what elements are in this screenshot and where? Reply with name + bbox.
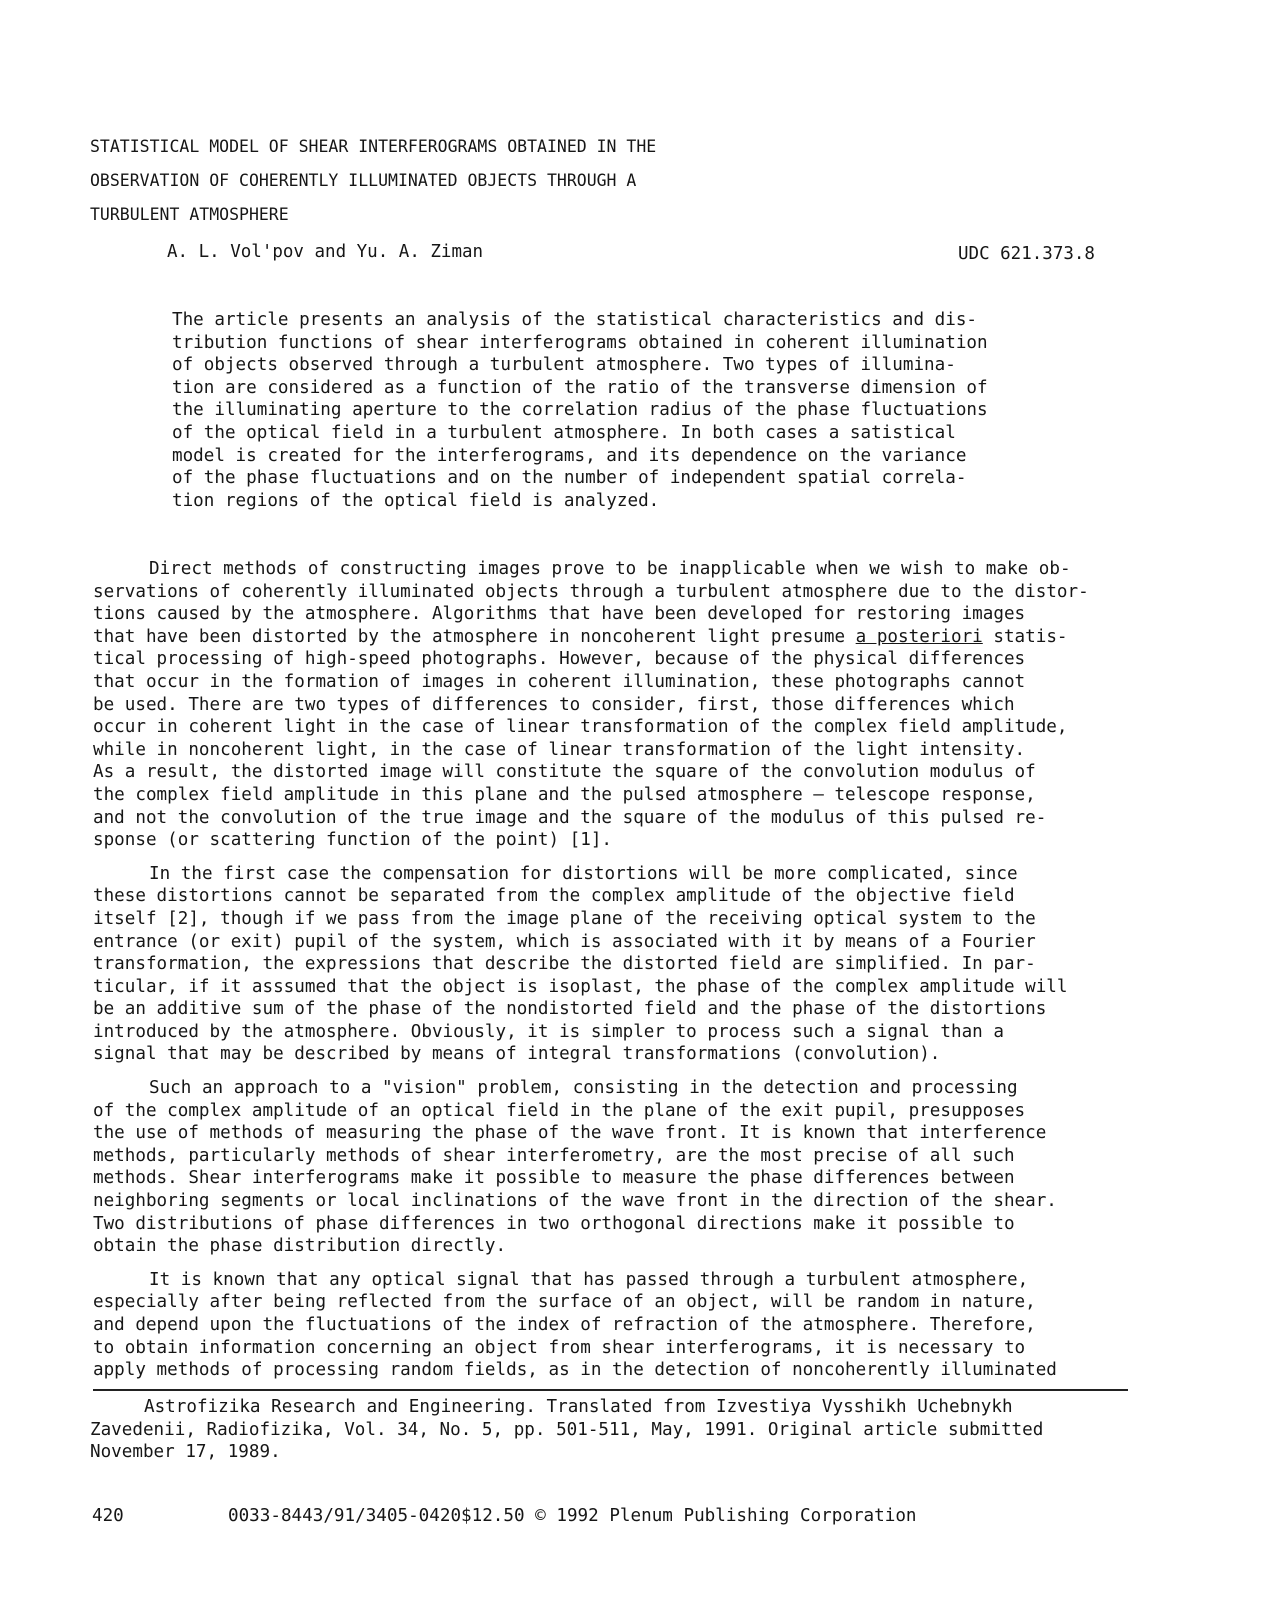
body-line: especially after being reflected from the surface of an object, will be random in nature, [93,1292,1036,1313]
copyright-line: 0033-8443/91/3405-0420$12.50 © 1992 Plenum Publishing Corporation [228,1506,917,1526]
body-line: while in noncoherent light, in the case of linear transformation of the light intensity. [93,739,1026,760]
footnote-line: Zavedenii, Radiofizika, Vol. 34, No. 5, pp. 501-511, May, 1991. Original article submitted [90,1419,1044,1440]
paragraph-2 [93,863,1153,1066]
paragraph-3 [93,1077,1153,1258]
body-line: and depend upon the fluctuations of the index of refraction of the atmosphere. Therefore, [93,1315,1036,1335]
paragraph-4 [93,1269,1153,1382]
body-line: obtain the phase distribution directly. [93,1236,507,1257]
abstract [172,309,1042,512]
body-text [93,558,1153,1393]
abstract-line: tribution functions of shear interferograms obtained in coherent illumination [172,332,988,353]
abstract-line: model is created for the interferograms, and its dependence on the variance [172,445,967,466]
body-line: the use of methods of measuring the phase of the wave front. It is known that interference [93,1123,1047,1144]
title-line: STATISTICAL MODEL OF SHEAR INTERFEROGRAMS OBTAINED IN THE [90,137,657,156]
abstract-line: of the optical field in a turbulent atmosphere. In both cases a satistical [172,422,956,443]
body-line: to obtain information concerning an object from shear interferograms, it is necessary to [93,1337,1026,1358]
abstract-line: the illuminating aperture to the correlation radius of the phase fluctuations [172,400,988,421]
abstract-line: tion regions of the optical field is analyzed. [172,490,660,511]
body-line: sponse (or scattering function of the point) [1]. [93,830,613,851]
body-line: introduced by the atmosphere. Obviously, it is simpler to process such a signal than a [93,1021,1004,1042]
body-line [93,626,1153,649]
body-line: that occur in the formation of images in coherent illumination, these photographs cannot [93,671,1026,692]
abstract-line: of objects observed through a turbulent atmosphere. Two types of illumina- [172,355,956,376]
body-line: occur in coherent light in the case of linear transformation of the complex field amplitude, [93,717,1068,738]
body-line: methods, particularly methods of shear interferometry, are the most precise of all such [93,1145,1015,1166]
abstract-line: of the phase fluctuations and on the number of independent spatial correla- [172,468,967,489]
body-line: and not the convolution of the true image and the square of the modulus of this pulsed re- [93,807,1047,828]
body-line: Two distributions of phase differences in two orthogonal directions make it possible to [93,1213,1015,1234]
footnote [90,1396,1150,1464]
body-line: In the first case the compensation for distortions will be more complicated, since [149,863,1018,884]
a-posteriori-emphasis: a posteriori [855,626,983,647]
paragraph-1 [93,558,1153,852]
body-line: tical processing of high-speed photographs. However, because of the physical differences [93,649,1026,670]
title-line: TURBULENT ATMOSPHERE [90,205,289,224]
body-line: be used. There are two types of differences to consider, first, those differences which [93,694,1015,715]
body-line: As a result, the distorted image will constitute the square of the convolution modulus of [93,762,1036,783]
article-title [90,130,850,232]
body-line: Such an approach to a "vision" problem, consisting in the detection and processing [149,1078,1018,1099]
body-line: ticular, if it asssumed that the object is isoplast, the phase of the complex amplitude will [93,976,1068,997]
body-line: of the complex amplitude of an optical field in the plane of the exit pupil, presupposes [93,1100,1026,1121]
body-line: servations of coherently illuminated objects through a turbulent atmosphere due to the distor- [93,581,1089,602]
footnote-line: November 17, 1989. [90,1442,281,1463]
body-text-span: that have been distorted by the atmosphere in noncoherent light presume [93,626,856,647]
body-line: itself [2], though if we pass from the image plane of the receiving optical system to the [93,908,1036,929]
body-line: methods. Shear interferograms make it possible to measure the phase differences between [93,1168,1015,1189]
body-line: signal that may be described by means of integral transformations (convolution). [93,1044,941,1065]
title-line: OBSERVATION OF COHERENTLY ILLUMINATED OBJECTS THROUGH A [90,171,637,190]
body-line: tions caused by the atmosphere. Algorithms that have been developed for restoring images [93,604,1026,625]
footnote-line: Astrofizika Research and Engineering. Translated from Izvestiya Vysshikh Uchebnykh [144,1397,1013,1417]
abstract-line: tion are considered as a function of the ratio of the transverse dimension of [172,377,988,398]
body-line: apply methods of processing random fields, as in the detection of noncoherently illuminated [93,1360,1057,1381]
body-line: these distortions cannot be separated from the complex amplitude of the objective field [93,886,1015,907]
body-line: the complex field amplitude in this plane and the pulsed atmosphere — telescope response, [93,784,1036,805]
body-line: It is known that any optical signal that has passed through a turbulent atmosphere, [149,1269,1029,1290]
body-line: transformation, the expressions that describe the distorted field are simplified. In par- [93,954,1036,975]
footnote-divider [93,1389,1128,1391]
body-line: be an additive sum of the phase of the nondistorted field and the phase of the distortions [93,999,1047,1020]
abstract-line: The article presents an analysis of the statistical characteristics and dis- [172,310,978,330]
udc-code: UDC 621.373.8 [958,244,1095,264]
body-line: entrance (or exit) pupil of the system, which is associated with it by means of a Fourier [93,931,1036,952]
body-text-span: statis- [982,626,1068,647]
authors: A. L. Vol'pov and Yu. A. Ziman [167,242,484,262]
body-line: Direct methods of constructing images prove to be inapplicable when we wish to make ob- [149,559,1071,579]
body-line: neighboring segments or local inclinations of the wave front in the direction of the shear. [93,1191,1057,1212]
page-number: 420 [92,1506,124,1526]
